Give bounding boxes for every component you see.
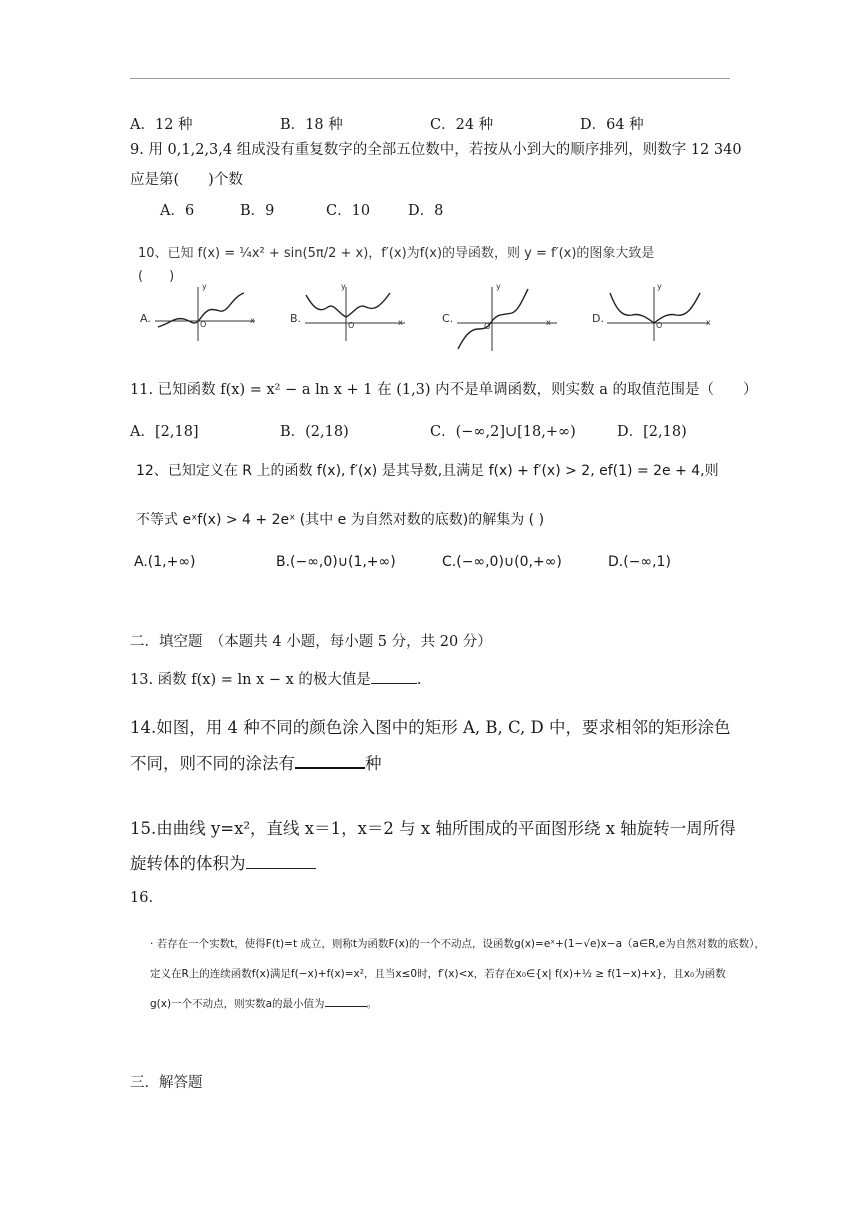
- header-rule: [130, 78, 730, 79]
- q10-graph-d: [602, 283, 714, 343]
- q10-stem-line2: ( ): [138, 269, 175, 284]
- q12-option-a: A.(1,+∞): [134, 554, 196, 570]
- q16-stem-text: g(x)一个不动点，则实数a的最小值为: [150, 998, 325, 1010]
- q16-stem-line3: [150, 996, 377, 1011]
- q10-graph-a-y: y: [202, 282, 207, 291]
- q13-end: .: [416, 672, 422, 688]
- q12-option-c: C.(−∞,0)∪(0,+∞): [442, 554, 562, 570]
- q11-option-b: B．(2,18): [280, 424, 349, 440]
- q15-stem-text: 旋转体的体积为: [130, 854, 246, 873]
- q8-option-c: C．24 种: [430, 117, 494, 133]
- q12-stem-line1: 12、已知定义在 R 上的函数 f(x), f′(x) 是其导数,且满足 f(x) + f′(x) > 2, ef(1) = 2e + 4,则: [136, 463, 719, 479]
- q15-answer-blank[interactable]: [246, 868, 316, 869]
- q16-stem-line1: · 若存在一个实数t，使得F(t)=t 成立，则称t为函数F(x)的一个不动点，设函数g(x)=eˣ+(1−√e)x−a（a∈R,e为自然对数的底数），: [150, 938, 765, 950]
- q10-graph-b-y: y: [341, 282, 346, 291]
- q10-graph-b-x: x: [398, 318, 403, 327]
- q9-stem-line1: 9. 用 0,1,2,3,4 组成没有重复数字的全部五位数中，若按从小到大的顺序排列，则数字 12 340: [130, 142, 742, 158]
- q10-graph-c-x: x: [546, 318, 551, 327]
- q12-stem-line2: 不等式 eˣf(x) > 4 + 2eˣ (其中 e 为自然对数的底数)的解集为 ( ): [136, 512, 545, 528]
- q13: [130, 668, 422, 689]
- q10-graph-b-label: B.: [290, 312, 302, 325]
- q14-stem-line1: 14.如图，用 4 种不同的颜色涂入图中的矩形 A, B, C, D 中，要求相邻的矩形涂色: [130, 718, 731, 737]
- q16-stem-line2: 定义在R上的连续函数f(x)满足f(−x)+f(x)=x²，且当x≤0时，f′(x)<x，若存在x₀∈{x| f(x)+½ ≥ f(1−x)+x}，且x₀为函数: [150, 968, 726, 980]
- q11-option-c: C．(−∞,2]∪[18,+∞): [430, 424, 576, 440]
- q10-graph-b: [300, 283, 410, 343]
- q10-graph-a-origin: O: [200, 320, 207, 329]
- q10-graph-c-y: y: [496, 282, 501, 291]
- q14-answer-blank[interactable]: [295, 767, 365, 769]
- q10-graph-a: [150, 283, 260, 343]
- q15-stem-line1: 15.由曲线 y=x²，直线 x＝1，x＝2 与 x 轴所围成的平面图形绕 x 轴旋转一周所得: [130, 819, 736, 838]
- q10-graph-d-label: D.: [592, 312, 604, 325]
- section-2-heading: 二．填空题 （本题共 4 小题，每小题 5 分，共 20 分）: [130, 634, 492, 650]
- q10-stem-line1: 10、已知 f(x) = ¼x² + sin(5π/2 + x)，f′(x)为f(x)的导函数，则 y = f′(x)的图象大致是: [138, 246, 655, 261]
- q10-graph-d-y: y: [657, 282, 662, 291]
- q14-stem-line2: [130, 750, 382, 774]
- q16-answer-blank[interactable]: [325, 1006, 367, 1007]
- q8-option-a: A．12 种: [130, 117, 193, 133]
- q15-stem-line2: [130, 850, 316, 874]
- q8-option-b: B．18 种: [280, 117, 343, 133]
- q10-graph-a-label: A.: [140, 312, 151, 325]
- q14-unit: 种: [365, 754, 382, 773]
- q12-option-d: D.(−∞,1): [608, 554, 671, 570]
- q13-answer-blank[interactable]: [371, 683, 417, 684]
- q9-option-a: A．6: [160, 203, 195, 219]
- q10-graph-d-origin: O: [656, 321, 663, 330]
- q16-number: 16.: [130, 890, 154, 906]
- q10-graph-b-origin: O: [348, 321, 355, 330]
- q10-graph-c-origin: O: [484, 322, 491, 331]
- q11-stem: 11. 已知函数 f(x) = x² − a ln x + 1 在 (1,3) 内不是单调函数，则实数 a 的取值范围是（ ）: [130, 382, 758, 398]
- q11-option-a: A．[2,18]: [130, 424, 199, 440]
- section-3-heading: 三．解答题: [130, 1075, 203, 1091]
- q8-option-d: D．64 种: [580, 117, 644, 133]
- q10-graph-c-label: C.: [442, 312, 454, 325]
- q14-stem-text: 不同，则不同的涂法有: [130, 754, 295, 773]
- q11-option-d: D．[2,18): [617, 424, 687, 440]
- q12-option-b: B.(−∞,0)∪(1,+∞): [276, 554, 396, 570]
- q9-option-d: D．8: [408, 203, 444, 219]
- q16-end: 。: [366, 998, 378, 1010]
- q9-option-c: C．10: [326, 203, 371, 219]
- q10-graph-a-x: x: [250, 316, 255, 325]
- q9-stem-line2: 应是第( )个数: [130, 172, 243, 188]
- q9-option-b: B．9: [240, 203, 275, 219]
- q10-graph-d-x: x: [706, 318, 711, 327]
- q13-stem: 13. 函数 f(x) = ln x − x 的极大值是: [130, 672, 371, 688]
